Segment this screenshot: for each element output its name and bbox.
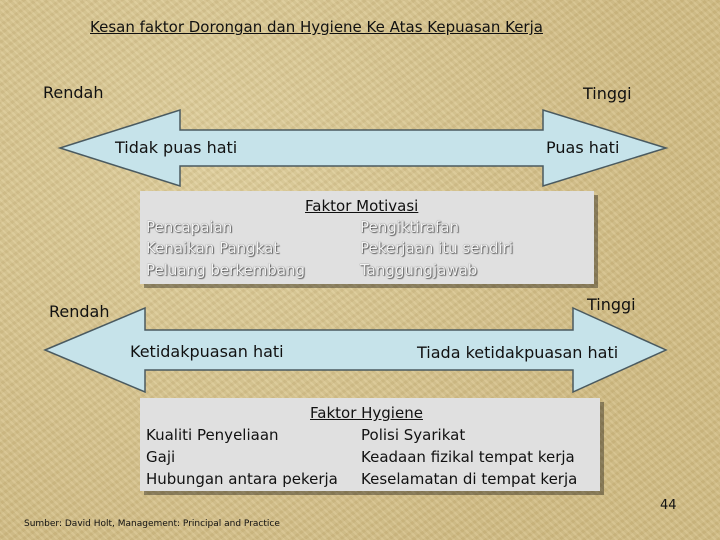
hygiene-item: Gaji [146, 448, 176, 466]
motivation-factors-box [140, 191, 594, 284]
motivation-item: Pencapaian [146, 218, 233, 236]
arrow2-right-label: Tiada ketidakpuasan hati [417, 343, 619, 362]
motivation-item: Pekerjaan itu sendiri [360, 239, 514, 257]
motivation-item: Kenaikan Pangkat [146, 239, 280, 257]
motivation-item: Pengiktirafan [360, 218, 460, 236]
page-number: 44 [660, 498, 677, 513]
hygiene-item: Keadaan fizikal tempat kerja [361, 448, 575, 466]
hygiene-item: Kualiti Penyeliaan [146, 426, 279, 444]
source-citation: Sumber: David Holt, Management: Principal and Practice [24, 519, 280, 529]
motivation-heading: Faktor Motivasi [305, 197, 419, 215]
hygiene-item: Polisi Syarikat [361, 426, 466, 444]
arrow1-left-label: Tidak puas hati [115, 138, 238, 157]
arrow2-high-label: Tinggi [587, 295, 636, 314]
arrow2-low-label: Rendah [49, 302, 110, 321]
arrow2-left-label: Ketidakpuasan hati [130, 342, 284, 361]
arrow1-low-label: Rendah [43, 83, 104, 102]
arrow1-high-label: Tinggi [583, 84, 632, 103]
motivation-item: Tanggungjawab [360, 261, 478, 279]
arrow1-right-label: Puas hati [546, 138, 620, 157]
hygiene-heading: Faktor Hygiene [310, 404, 423, 422]
hygiene-item: Keselamatan di tempat kerja [361, 470, 578, 488]
hygiene-item: Hubungan antara pekerja [146, 470, 338, 488]
slide-title: Kesan faktor Dorongan dan Hygiene Ke Atas Kepuasan Kerja [90, 18, 543, 36]
motivation-item: Peluang berkembang [146, 261, 306, 279]
hygiene-factors-box [140, 398, 600, 491]
